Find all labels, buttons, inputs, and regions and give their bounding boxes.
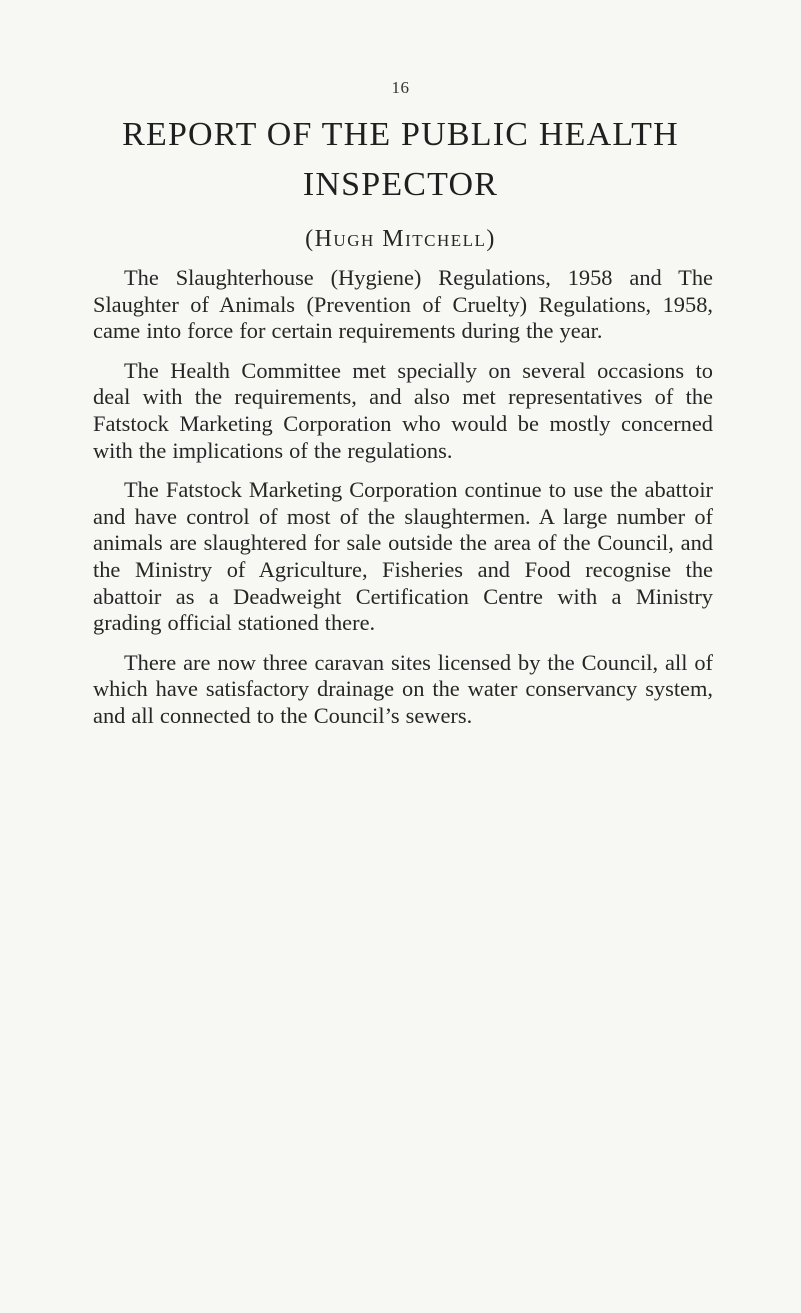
report-author: (Hugh Mitchell) [305,226,496,252]
report-body [93,265,713,743]
paragraph-fatstock-marketing: The Fatstock Marketing Corporation continue to use the abattoir and have control of most of the slaughtermen. A large number of animals are slaughtered for sale outside the area of the Council, and the Ministry of Agriculture, Fisheries and Food recognise the abattoir as a Deadweight Certification Centre with a Ministry grading official stationed there. [93,477,713,636]
report-title: REPORT OF THE PUBLIC HEALTH INSPECTOR [122,116,679,203]
paragraph-regulations: The Slaughterhouse (Hygiene) Regulations, 1958 and The Slaughter of Animals (Prevention of Cruelty) Regulations, 1958, came into force for certain requirements during the year. [93,265,713,344]
page-number: 16 [391,78,410,97]
paragraph-caravan-sites: There are now three caravan sites licensed by the Council, all of which have satisfactory drainage on the water conservancy system, and all connected to the Council’s sewers. [93,649,713,728]
paragraph-health-committee: The Health Committee met specially on several occasions to deal with the requirements, and also met representatives of the Fatstock Marketing Corporation who would be mostly concerned with the implications of the regulations. [93,357,713,463]
